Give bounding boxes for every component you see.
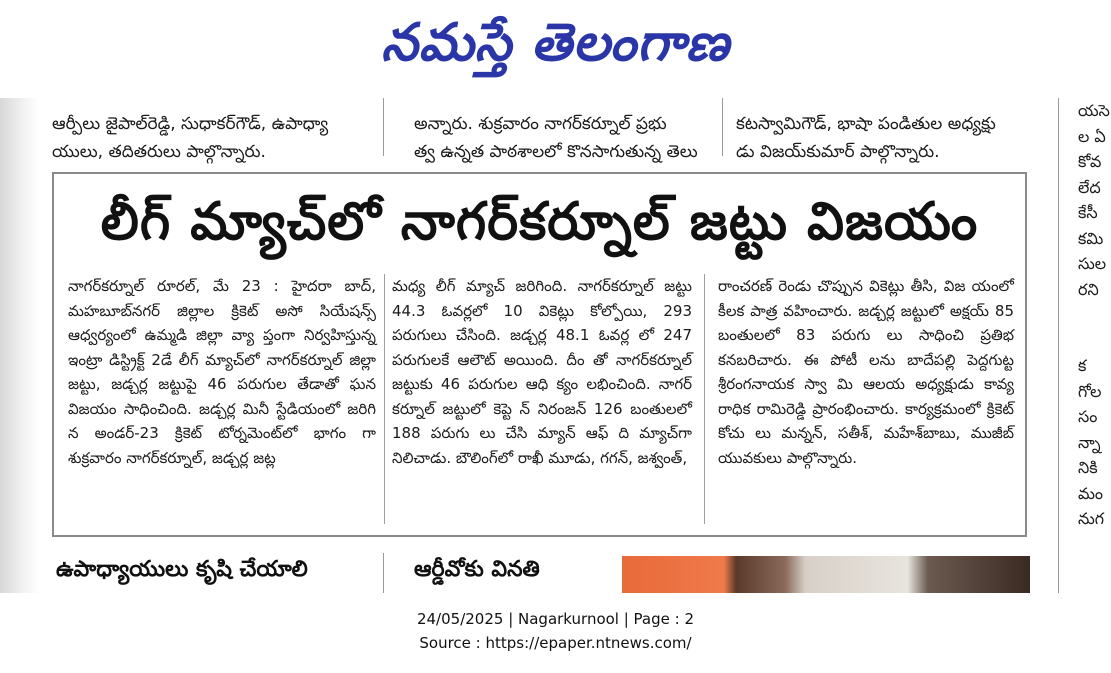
top-column-1-line-2: యులు, తదితరులు పాల్గొన్నారు.: [52, 142, 266, 162]
right-strip-line: కమి: [1078, 228, 1104, 248]
story-column-2: మధ్య లీగ్ మ్యాచ్ జరిగింది. నాగర్‌కర్నూల్ జట్టు 44.3 ఓవర్లలో 10 వికెట్లు కోల్పోయి, 293 పరుగులు చేసింది. జడ్చర్ల 48.1 ఓవర్ల లో 247 పరుగులకే ఆలౌట్ అయింది. దీం తో నాగర్‌కర్నూల్ జట్టుకు 46 పరుగుల ఆధి క్యం లభించింది. నాగర్ కర్నూల్ జట్టులో కెప్టె న్ నిరంజన్ 126 బంతులలో 188 పరుగు లు చేసి మ్యాన్ ఆఫ్ ది మ్యాచ్‌గా నిలిచాడు. బౌలింగ్‌లో రాఖీ మూడు, గగన్, జశ్వంత్,: [392, 277, 692, 467]
epaper-clipping: [0, 98, 1111, 593]
right-strip-line: [1078, 302, 1111, 328]
column-divider: [383, 553, 384, 593]
story-column-divider: [704, 274, 705, 524]
right-strip-line: కేసీ: [1078, 203, 1098, 222]
story-column-3: రాంచరణ్ రెండు చొప్పున వికెట్లు తీసి, విజ యంలో కీలక పాత్ర వహించారు. జడ్చర్ల జట్టులో అక్షయ్ 85 బంతులలో 83 పరుగు లు సాధించి ప్రతిభ కనబరిచారు. ఈ పోటీ లను బాదేపల్లి పెద్దగుట్ట శ్రీరంగనాయక స్వా మి ఆలయ అధ్యక్షుడు కావ్య రాధిక రామిరెడ్డి ప్రారంభించారు. కార్యక్రమంలో క్రికెట్ కోచు లు మన్నన్, సతీశ్, మహేశ్‌బాబు, ముజీబ్ యువకులు పాల్గొన్నారు.: [718, 277, 1014, 467]
dateline-caption: 24/05/2025 | Nagarkurnool | Page : 2: [416, 610, 695, 628]
right-strip-line: సుల: [1078, 254, 1107, 273]
column-divider: [722, 98, 723, 156]
top-column-3-line-2: డు విజయ్‌కుమార్ పాల్గొన్నారు.: [736, 142, 940, 162]
bottom-headline-left: ఉపాధ్యాయులు కృషి చేయాలి: [56, 557, 308, 582]
right-strip-line: గోల: [1078, 381, 1102, 401]
right-strip-line: నికి: [1078, 458, 1098, 477]
source-caption: Source : https://epaper.ntnews.com/: [419, 634, 692, 652]
news-photo: [622, 556, 1030, 593]
right-strip-line: నుగ: [1078, 509, 1105, 528]
bottom-headline-right: ఆర్డీవోకు వినతి: [414, 557, 540, 582]
newspaper-masthead: నమస్తే తెలంగాణ: [381, 13, 730, 73]
news-story-box: [52, 172, 1027, 537]
story-headline: లీగ్ మ్యాచ్‌లో నాగర్‌కర్నూల్ జట్టు విజయం: [100, 192, 979, 252]
right-strip-line: న్నా: [1078, 432, 1101, 452]
column-divider: [383, 98, 384, 156]
right-strip-line: మం: [1078, 483, 1104, 503]
right-strip-line: ల ఏ: [1078, 126, 1106, 146]
right-cut-column: [1078, 98, 1111, 532]
top-column-2-line-1: అన్నారు. శుక్రవారం నాగర్‌కర్నూల్ ప్రభు: [414, 114, 667, 134]
column-divider: [1058, 98, 1059, 593]
right-strip-line: సం: [1078, 407, 1098, 426]
top-column-2: [414, 98, 714, 166]
scan-page-edge: [0, 98, 40, 593]
top-column-1-line-1: ఆర్పీలు జైపాల్‌రెడ్డి, సుధాకర్‌గౌడ్, ఉపాధ్యా: [52, 114, 329, 134]
right-strip-line: కోవ: [1078, 152, 1102, 171]
right-strip-line: యసె: [1078, 101, 1110, 120]
top-column-3: [736, 98, 1036, 166]
right-strip-line: [1078, 328, 1111, 354]
story-column-divider: [384, 274, 385, 524]
top-column-2-line-2: త్వ ఉన్నత పాఠశాలలో కొనసాగుతున్న తెలు: [414, 142, 698, 162]
story-column-1: నాగర్‌కర్నూల్ రూరల్, మే 23 : హైదరా బాద్, మహబూబ్‌నగర్ జిల్లాల క్రికెట్ అసో సియేషన్స్ ఆధ్వర్యంలో ఉమ్మడి జిల్లా వ్యా ప్తంగా నిర్వహిస్తున్న ఇంట్రా డిస్ట్రిక్ట్ 2డే లీగ్ మ్యాచ్‌లో నాగర్‌కర్నూల్ జిల్లా జట్టు, జడ్చర్ల జట్టుపై 46 పరుగుల తేడాతో ఘన విజయం సాధించింది. జడ్చర్ల మినీ స్టేడియంలో జరిగి న అండర్-23 క్రికెట్ టోర్నమెంట్‌లో భాగం గా శుక్రవారం నాగర్‌కర్నూల్, జడ్చర్ల జట్ల: [68, 277, 376, 467]
right-strip-line: క: [1078, 356, 1087, 375]
right-strip-line: లేద: [1078, 177, 1101, 197]
top-column-1: [52, 98, 362, 166]
right-strip-line: రని: [1078, 279, 1099, 299]
top-column-3-line-1: కటస్వామిగౌడ్, భాషా పండితుల అధ్యక్షు: [736, 114, 996, 134]
